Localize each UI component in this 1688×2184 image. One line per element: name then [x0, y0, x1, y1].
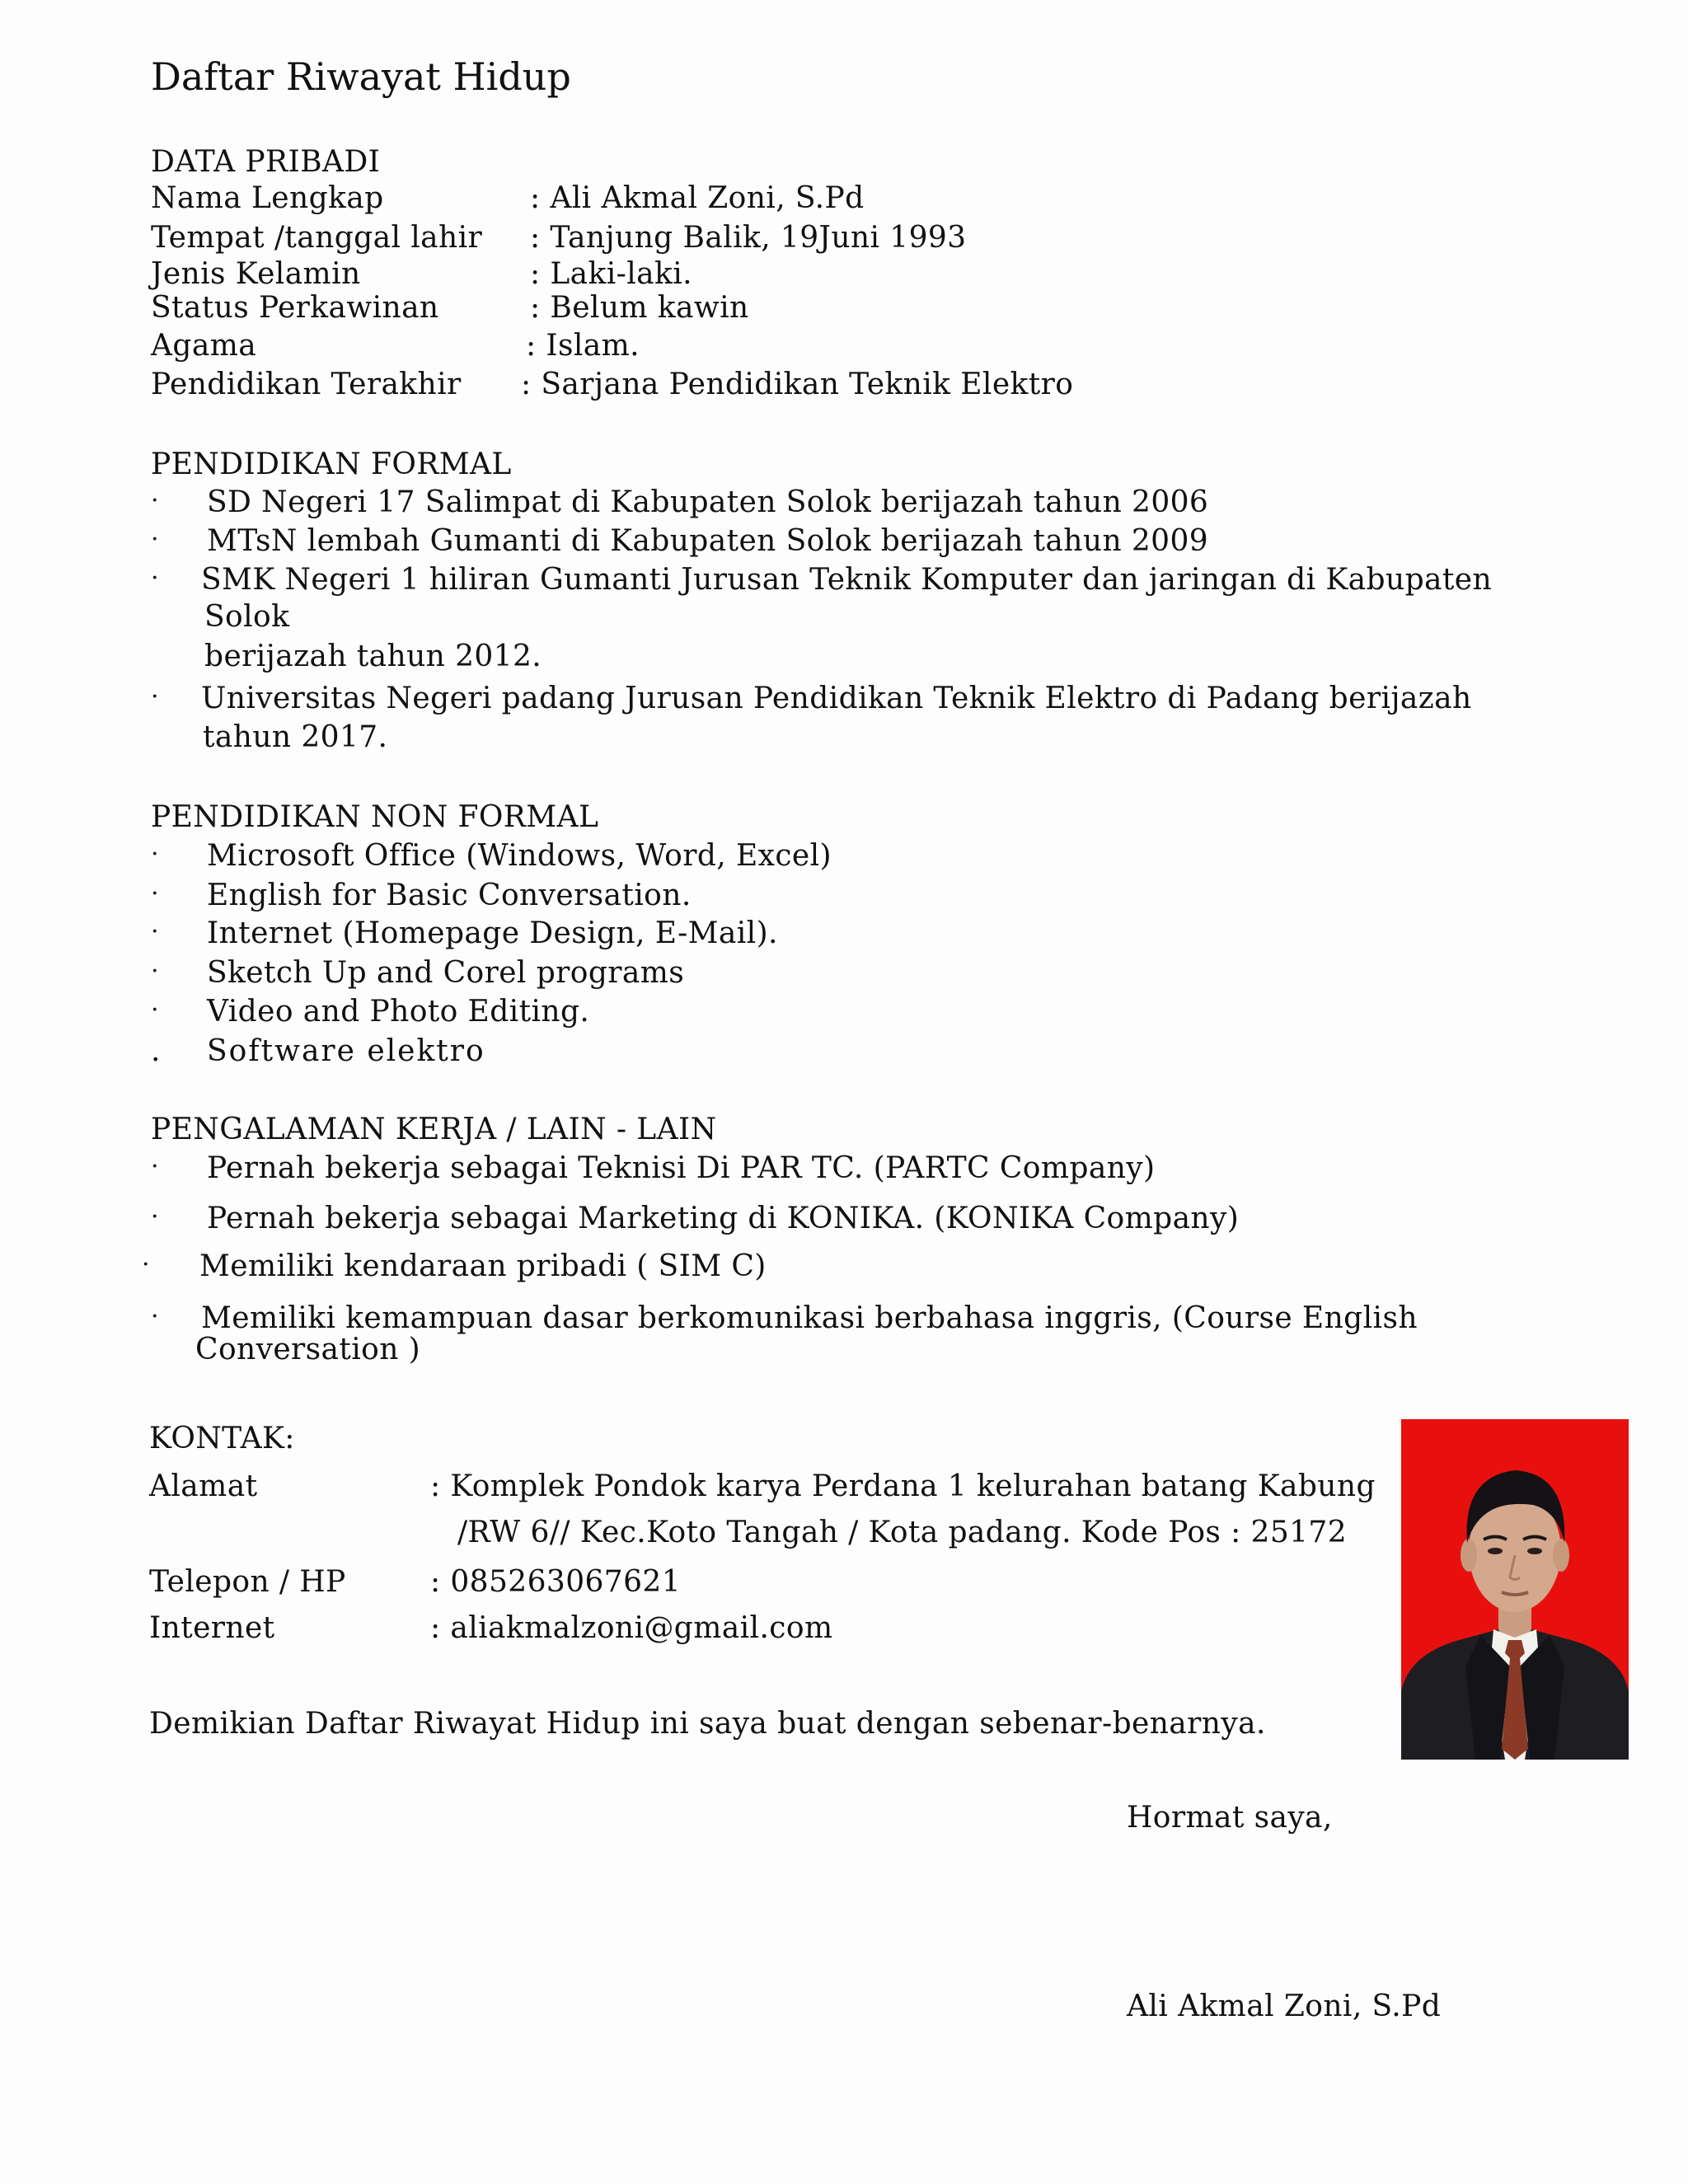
value-telepon: : 085263067621 — [430, 1565, 682, 1599]
page-title: Daftar Riwayat Hidup — [151, 54, 571, 99]
bullet-marker: · — [151, 682, 159, 711]
profile-photo — [1401, 1419, 1629, 1760]
bullet-marker: · — [151, 564, 159, 593]
formal-education-item-continued: Solok — [204, 600, 290, 634]
photo-ear-left — [1461, 1539, 1477, 1572]
bullet-marker: · — [151, 1302, 159, 1331]
bullet-marker: · — [151, 525, 159, 554]
bullet-marker: · — [151, 879, 159, 908]
bullet-marker: · — [151, 486, 159, 515]
non-formal-item: Microsoft Office (Windows, Word, Excel) — [207, 839, 832, 873]
label-jenis-kelamin: Jenis Kelamin — [151, 257, 361, 291]
photo-ear-right — [1553, 1539, 1569, 1572]
value-tempat-tanggal-lahir: : Tanjung Balik, 19Juni 1993 — [530, 221, 967, 255]
closing-statement: Demikian Daftar Riwayat Hidup ini saya buat dengan sebenar-benarnya. — [149, 1707, 1266, 1741]
experience-item: Pernah bekerja sebagai Marketing di KONIKA. (KONIKA Company) — [207, 1202, 1240, 1235]
non-formal-item: Software elektro — [207, 1034, 485, 1068]
formal-education-item-continued: berijazah tahun 2012. — [204, 640, 542, 673]
value-alamat: : Komplek Pondok karya Perdana 1 kelurahan batang Kabung — [430, 1469, 1376, 1503]
signature-name: Ali Akmal Zoni, S.Pd — [1127, 1990, 1442, 2023]
section-heading-pendidikan-non-formal: PENDIDIKAN NON FORMAL — [151, 800, 599, 834]
bullet-marker: · — [151, 996, 159, 1024]
formal-education-item-continued: tahun 2017. — [203, 720, 388, 754]
label-alamat: Alamat — [149, 1469, 258, 1503]
experience-item: Pernah bekerja sebagai Teknisi Di PAR TC. (PARTC Company) — [207, 1151, 1156, 1185]
formal-education-item: MTsN lembah Gumanti di Kabupaten Solok berijazah tahun 2009 — [207, 524, 1209, 558]
label-status-perkawinan: Status Perkawinan — [151, 291, 439, 325]
bullet-marker: · — [151, 840, 159, 869]
formal-education-item: SMK Negeri 1 hiliran Gumanti Jurusan Teknik Komputer dan jaringan di Kabupaten — [201, 563, 1493, 597]
non-formal-item: Internet (Homepage Design, E-Mail). — [207, 916, 778, 950]
value-status-perkawinan: : Belum kawin — [530, 291, 749, 325]
section-heading-kontak: KONTAK: — [149, 1422, 295, 1455]
section-heading-data-pribadi: DATA PRIBADI — [151, 145, 381, 179]
value-agama: : Islam. — [526, 329, 640, 363]
label-nama-lengkap: Nama Lengkap — [151, 181, 384, 215]
experience-item: Memiliki kendaraan pribadi ( SIM C) — [199, 1249, 767, 1283]
photo-eye-left — [1488, 1548, 1503, 1554]
non-formal-item: Sketch Up and Corel programs — [207, 956, 685, 990]
bullet-marker: · — [151, 1202, 159, 1231]
label-internet: Internet — [149, 1611, 275, 1645]
label-agama: Agama — [151, 329, 257, 363]
formal-education-item: Universitas Negeri padang Jurusan Pendidikan Teknik Elektro di Padang berijazah — [201, 682, 1472, 715]
label-tempat-tanggal-lahir: Tempat /tanggal lahir — [151, 221, 483, 255]
section-heading-pendidikan-formal: PENDIDIKAN FORMAL — [151, 448, 512, 481]
bullet-marker: · — [142, 1250, 150, 1279]
section-heading-pengalaman: PENGALAMAN KERJA / LAIN - LAIN — [151, 1113, 717, 1146]
value-alamat-continued: /RW 6// Kec.Koto Tangah / Kota padang. Kode Pos : 25172 — [457, 1516, 1348, 1549]
bullet-marker: · — [151, 917, 159, 946]
value-email: : aliakmalzoni@gmail.com — [430, 1611, 833, 1645]
label-pendidikan-terakhir: Pendidikan Terakhir — [151, 368, 462, 401]
signoff: Hormat saya, — [1127, 1801, 1333, 1835]
value-jenis-kelamin: : Laki-laki. — [530, 257, 692, 291]
label-telepon: Telepon / HP — [149, 1565, 346, 1599]
value-pendidikan-terakhir: : Sarjana Pendidikan Teknik Elektro — [521, 368, 1074, 401]
bullet-marker: · — [151, 957, 159, 986]
value-nama-lengkap: : Ali Akmal Zoni, S.Pd — [530, 181, 865, 215]
formal-education-item: SD Negeri 17 Salimpat di Kabupaten Solok berijazah tahun 2006 — [207, 485, 1209, 519]
non-formal-item: Video and Photo Editing. — [207, 995, 590, 1029]
bullet-marker: . — [151, 1034, 161, 1068]
experience-item: Memiliki kemampuan dasar berkomunikasi berbahasa inggris, (Course English — [201, 1301, 1418, 1335]
photo-eye-right — [1527, 1548, 1542, 1554]
non-formal-item: English for Basic Conversation. — [207, 879, 692, 912]
experience-item-continued: Conversation ) — [195, 1333, 421, 1366]
bullet-marker: · — [151, 1152, 159, 1181]
